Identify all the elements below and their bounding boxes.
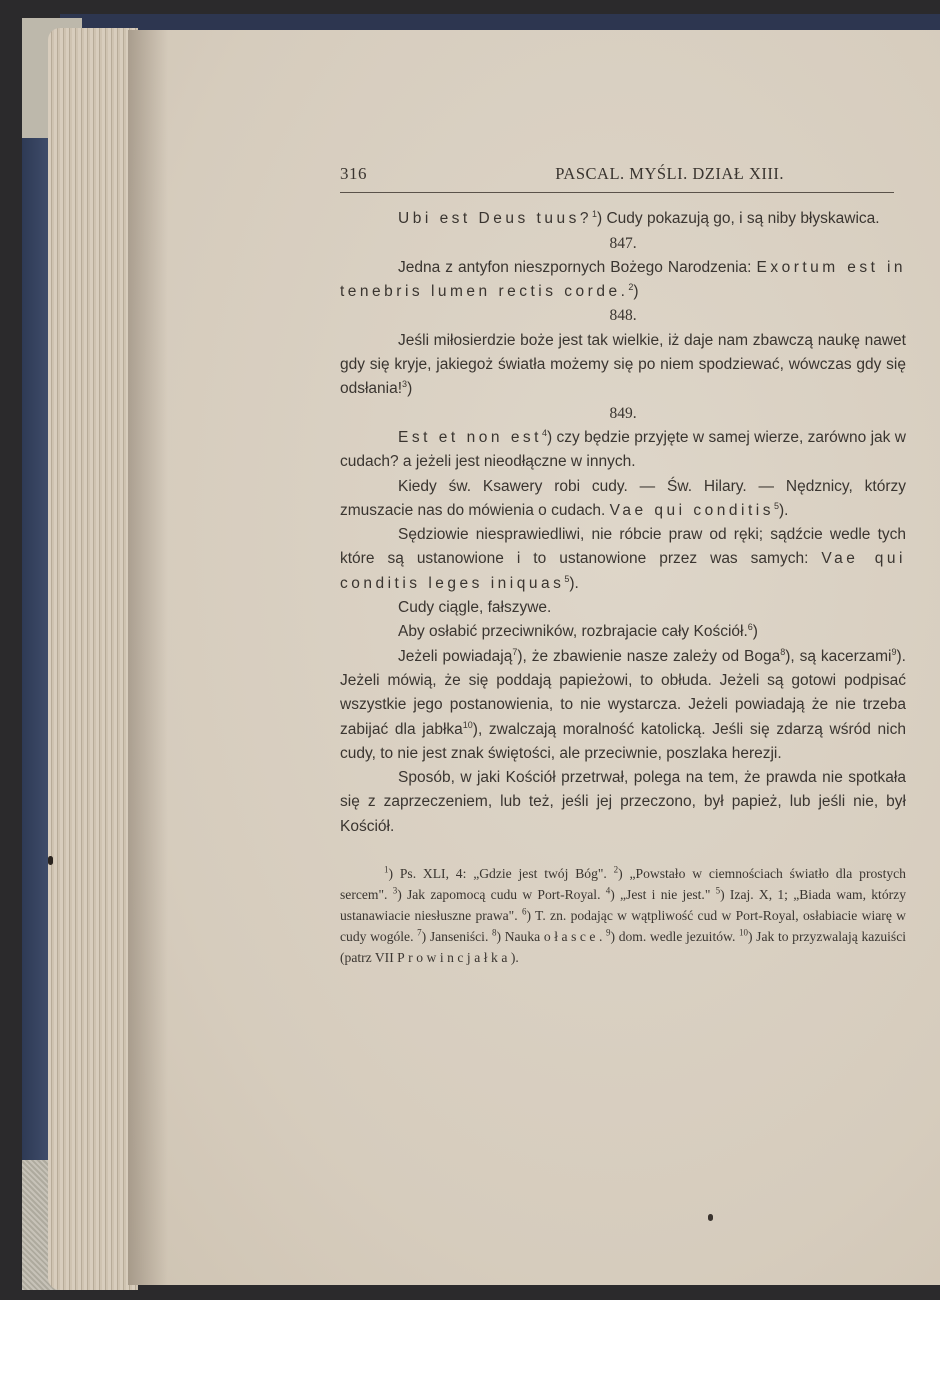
- footnotes: $^1$) Ps. XLI, 4: „Gdzie jest twój Bóg". $^2$) „Powstało w ciemnościach światło dla prostych sercem". $^3$) Jak zapomocą cudu w Port-Royal. $^4$) „Jest i nie jest." $^5$) Izaj. X, 1; „Biada wam, którzy ustanawiacie niesłuszne prawa". $^6$) T. zn. podając w wątpliwość cud w Port-Royal, osłabiacie wiarę w cudy wogóle. $^7$) Janseniści. $^8$) Nauka o łasce. $^9$) dom. wedle jezuitów. $^{10}$) Jak to przyzwalają kazuiści (patrz VII Prowincjałka).: [340, 864, 907, 966]
- running-title: PASCAL. MYŚLI. DZIAŁ XIII.: [555, 164, 784, 183]
- paragraph: Aby osłabić przeciwników, rozbrajacie cały Kościół.$^6$): [398, 622, 758, 641]
- paragraph: Cudy ciągle, fałszywe.: [398, 599, 552, 617]
- paragraph: Jedna z antyfon nieszpornych Bożego Narodzenia: Exortum est in tenebris lumen rectis corde.$^2$): [340, 258, 907, 301]
- page-gutter-shadow: [128, 30, 168, 1285]
- paragraph: Jeżeli powiadają$^7$), że zbawienie nasze zależy od Boga$^8$), są kacerzami$^9$). Jeżeli mówią, że się poddają papieżowi, to obłuda. Jeżeli są gotowi podpisać wszystkie jego postanowienia, to nie wystarcza. Jeżeli powiadają że nie trzeba zabijać dla jabłka$^{10}$), zwalczają moralność katolicką. Jeśli się zdarzą wśród nich cudy, to nie jest znak świętości, ale przeciwnie, poszlaka herezji.: [340, 646, 906, 762]
- section-number: 849.: [609, 404, 637, 422]
- page-text: [340, 162, 906, 968]
- paragraph: Ubi est Deus tuus?$^1$) Cudy pokazują go, i są niby błyskawica.: [398, 209, 880, 228]
- page-edges: [48, 28, 138, 1290]
- paragraph: Est et non est$^4$) czy będzie przyjęte w samej wierze, zarówno jak w cudach? a jeżeli jest nieodłączne w innych.: [340, 427, 906, 471]
- section-number: 848.: [609, 307, 637, 325]
- section-number: 847.: [609, 234, 637, 252]
- paragraph: Sędziowie niesprawiedliwi, nie róbcie praw od ręki; sądźcie wedle tych które są ustanowione i to ustanowione przez was samych: Vae qui conditis leges iniquas$^5$).: [340, 526, 906, 592]
- header-rule: [340, 192, 894, 193]
- paragraph: Jeśli miłosierdzie boże jest tak wielkie, iż daje nam zbawczą naukę nawet gdy się kryje, jakiegoż światła możemy się po niem spodziewać, wówczas gdy się odsłania!$^3$): [340, 331, 906, 398]
- ink-spot: [48, 856, 53, 865]
- paragraph: Sposób, w jaki Kościół przetrwał, polega na tem, że prawda nie spotkała się z zaprzeczeniem, lub też, jeśli jej przeczono, był papież, lub jeśli nie, był Kościół.: [340, 769, 906, 835]
- page-speck: [708, 1214, 713, 1221]
- paragraph: Kiedy św. Ksawery robi cudy. — Św. Hilary. — Nędznicy, którzy zmuszacie nas do mówienia o cudach. Vae qui conditis$^5$).: [340, 477, 906, 519]
- running-header: [340, 162, 906, 186]
- page-number: 316: [340, 164, 367, 183]
